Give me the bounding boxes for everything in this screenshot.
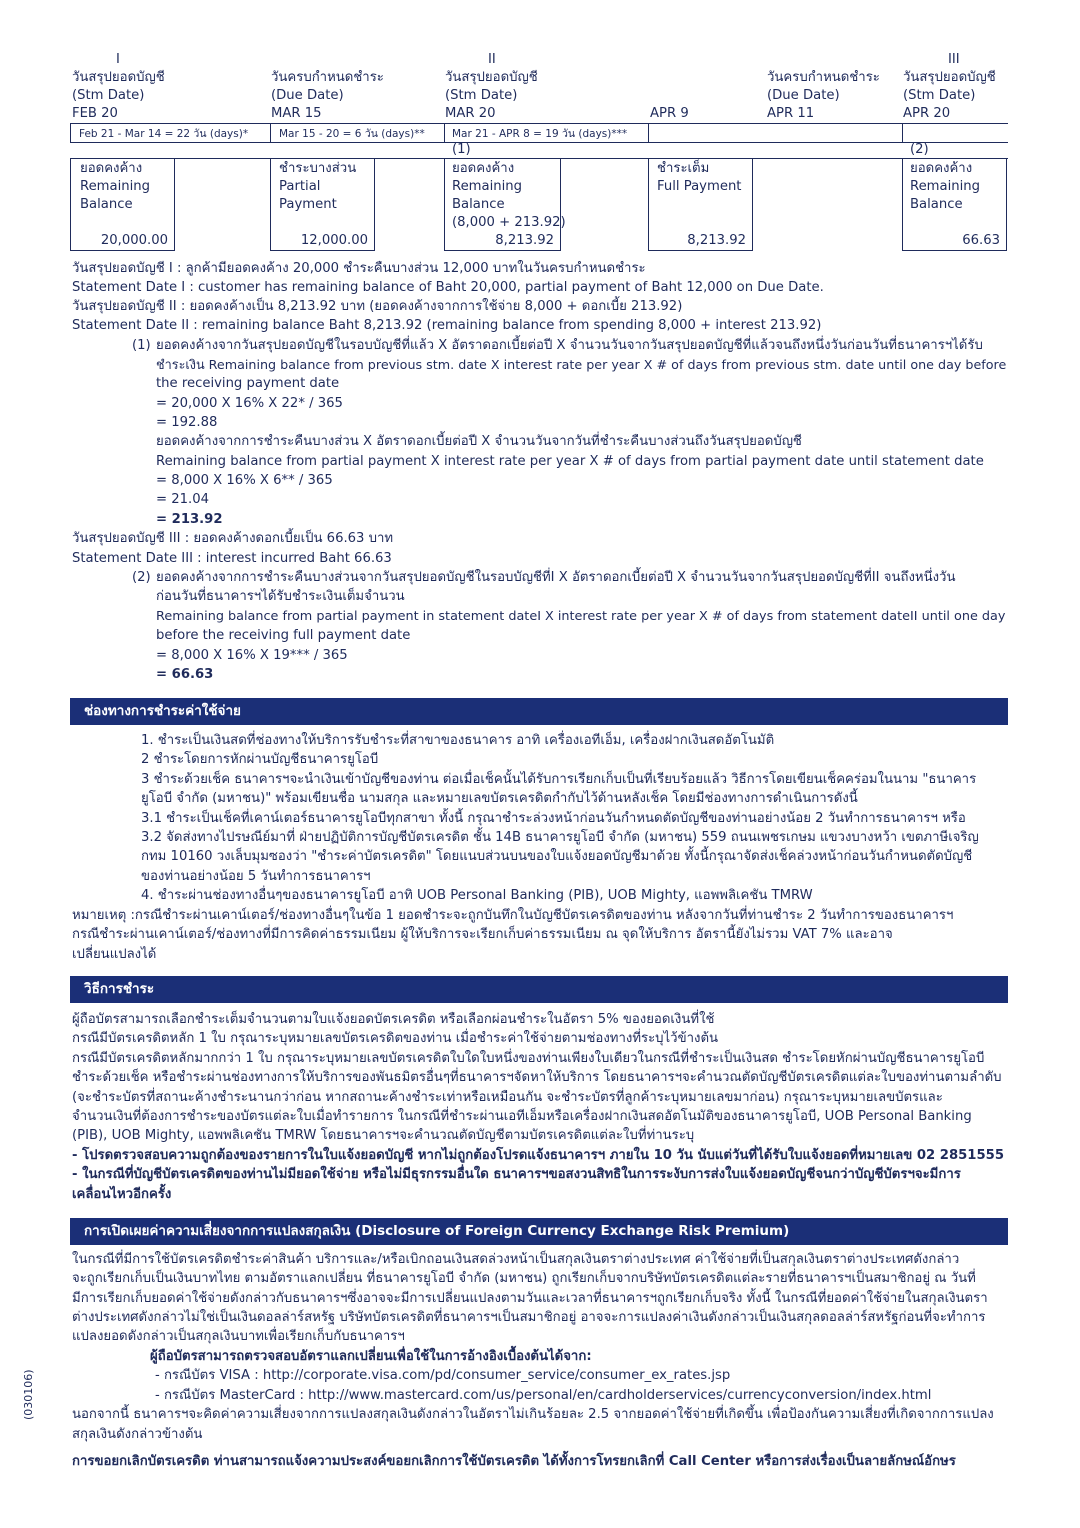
col-date: FEB 20 — [72, 106, 118, 121]
timeline-rule — [70, 142, 1008, 143]
explain-line: วันสรุปยอดบัญชี II : ยอดคงค้างเป็น 8,213.92 บาท (ยอดคงค้างจากการใช้จ่าย 8,000 + ดอกเบี้ย 213.92) — [72, 299, 683, 314]
calc1-marker: (1) — [132, 338, 151, 353]
note-line: กรณีชำระผ่านเคาน์เตอร์/ช่องทางที่มีการคิดค่าธรรมเนียม ผู้ให้บริการจะเรียกเก็บค่าธรรมเนียม ณ จุดให้บริการ อัตรานี้ยังไม่รวม VAT 7% และอาจ — [72, 927, 893, 942]
calc2-marker: (2) — [132, 570, 151, 585]
fx-line: ต่างประเทศดังกล่าวไม่ใช่เป็นเงินดอลล่าร์สหรัฐ บริษัทบัตรเครดิตที่ธนาคารฯเป็นสมาชิกอยู่ อาจจะการแปลงค่าเงินดังกล่าวเป็นเงินสกุลดอลล่าร์สหรัฐก่อนที่จะทำการ — [72, 1310, 986, 1325]
tick — [70, 123, 71, 143]
tick — [270, 123, 271, 143]
col-date: MAR 20 — [445, 106, 496, 121]
box-border — [444, 158, 445, 250]
box-line: ยอดคงค้าง — [910, 161, 973, 176]
calc1-line: Remaining balance from partial payment X interest rate per year X # of days from partial payment date until statement date — [156, 454, 984, 469]
box-line: Payment — [279, 197, 337, 212]
marker-2: (2) — [910, 142, 929, 157]
col-stm-date-en: (Stm Date) — [903, 88, 976, 103]
box-amount: 20,000.00 — [100, 233, 168, 248]
calc1-line: ยอดคงค้างจากวันสรุปยอดบัญชีในรอบบัญชีที่แล้ว X อัตราดอกเบี้ยต่อปี X จำนวนวันจากวันสรุปยอดบัญชีที่แล้วจนถึงหนึ่งวันก่อนวันที่ธนาคารฯได้รับ — [156, 338, 983, 353]
box-amount: 8,213.92 — [687, 233, 746, 248]
cancel-card-note: การขอยกเลิกบัตรเครดิต ท่านสามารถแจ้งความประสงค์ขอยกเลิกการใช้บัตรเครดิต ได้ทั้งการโทรยกเลิกที่ Call Center หรือการส่งเรื่องเป็นลายลักษณ์อักษร — [72, 1454, 956, 1469]
col-due-date-th: วันครบกำหนดชำระ — [271, 70, 384, 85]
section-payment-method-header: วิธีการชำระ — [70, 976, 1008, 1003]
col-due-date-th: วันครบกำหนดชำระ — [767, 70, 880, 85]
box-line: Full Payment — [657, 179, 742, 194]
box-line: Balance — [910, 197, 963, 212]
channel-item: 3.2 จัดส่งทางไปรษณีย์มาที่ ฝ่ายปฏิบัติการบัญชีบัตรเครดิต ชั้น 14B ธนาคารยูโอบี จำกัด (มหาชน) 559 ถนนเพชรเกษม แขวงบางหว้า เขตภาษีเจริญ — [141, 830, 979, 845]
tick — [648, 123, 649, 143]
explain3-line: วันสรุปยอดบัญชี III : ยอดคงค้างดอกเบี้ยเป็น 66.63 บาท — [72, 531, 394, 546]
box-line: ชำระบางส่วน — [279, 161, 357, 176]
calc2-line: before the receiving full payment date — [156, 628, 411, 643]
box-border — [648, 250, 753, 251]
box-line: Remaining — [910, 179, 981, 194]
explain-line: Statement Date I : customer has remaining balance of Baht 20,000, partial payment of Baht 12,000 on Due Date. — [72, 280, 824, 295]
col-date: MAR 15 — [271, 106, 322, 121]
box-border — [374, 158, 375, 250]
document-code: (030106) — [22, 1369, 35, 1420]
col-stm-date-th: วันสรุปยอดบัญชี — [72, 70, 165, 85]
box-border — [902, 158, 903, 250]
fx-line: นอกจากนี้ ธนาคารฯจะคิดค่าความเสี่ยงจากการแปลงสกุลเงินดังกล่าวในอัตราไม่เกินร้อยละ 2.5 จากยอดค่าใช้จ่ายที่เกิดขึ้น เพื่อป้องกันความเสี่ยงที่เกิดจากการแปลง — [72, 1407, 994, 1422]
marker-1: (1) — [452, 142, 471, 157]
box-amount: 12,000.00 — [300, 233, 368, 248]
box-border — [270, 158, 271, 250]
calc1-line: = 192.88 — [156, 415, 218, 430]
section-fx-disclosure-header: การเปิดเผยค่าความเสี่ยงจากการแปลงสกุลเงิน (Disclosure of Foreign Currency Exchange Risk Premium) — [70, 1218, 1008, 1245]
range-label: Mar 21 - APR 8 = 19 วัน (days)*** — [452, 128, 628, 140]
calc1-line: ชำระเงิน Remaining balance from previous stm. date X interest rate per year X # of days from previous stm. date until one day before — [156, 357, 1007, 372]
section-payment-channels-header: ช่องทางการชำระค่าใช้จ่าย — [70, 698, 1008, 725]
fx-link-mastercard[interactable]: - กรณีบัตร MasterCard : http://www.mastercard.com/us/personal/en/cardholderservices/currencyconversion/index.html — [155, 1388, 932, 1403]
method-warning: - โปรดตรวจสอบความถูกต้องของรายการในใบแจ้งยอดบัญชี หากไม่ถูกต้องโปรดแจ้งธนาคารฯ ภายใน 10 วัน นับแต่วันที่ได้รับใบแจ้งยอดที่หมายเลข 02 2851555 — [72, 1148, 1005, 1163]
box-line: Remaining — [452, 179, 523, 194]
calc1-line: = 20,000 X 16% X 22* / 365 — [156, 396, 343, 411]
range-label: Feb 21 - Mar 14 = 22 วัน (days)* — [79, 128, 249, 140]
box-border — [70, 158, 71, 250]
explain3-line: Statement Date III : interest incurred Baht 66.63 — [72, 551, 392, 566]
channel-item: ของท่านอย่างน้อย 5 วันทำการธนาคารฯ — [141, 869, 371, 884]
calc1-line: = 21.04 — [156, 492, 209, 507]
box-border — [648, 158, 649, 250]
fx-link-visa[interactable]: - กรณีบัตร VISA : http://corporate.visa.com/pd/consumer_service/consumer_ex_rates.jsp — [155, 1368, 731, 1383]
box-border — [270, 250, 375, 251]
box-border — [560, 158, 561, 250]
col-date: APR 11 — [767, 106, 815, 121]
note-line: หมายเหตุ :กรณีชำระผ่านเคาน์เตอร์/ช่องทางอื่นๆในข้อ 1 ยอดชำระจะถูกบันทึกในบัญชีบัตรเครดิตของท่าน หลังจากวันที่ท่านชำระ 2 วันทำการของธนาคารฯ — [72, 908, 954, 923]
box-line: Remaining — [80, 179, 151, 194]
calc1-line: ยอดคงค้างจากการชำระคืนบางส่วน X อัตราดอกเบี้ยต่อปี X จำนวนวันจากวันที่ชำระคืนบางส่วนถึงวันสรุปยอดบัญชี — [156, 434, 802, 449]
col-due-date-en: (Due Date) — [271, 88, 344, 103]
col-stm-date-en: (Stm Date) — [445, 88, 518, 103]
fx-line: จะถูกเรียกเก็บเป็นเงินบาทไทย ตามอัตราแลกเปลี่ยน ที่ธนาคารยูโอบี จำกัด (มหาชน) ถูกเรียกเก็บจากบริษัทบัตรเครดิตแต่ละรายที่ธนาคารฯเป็นสมาชิกอยู่ ณ วันที่ — [72, 1271, 976, 1286]
method-line: กรณีมีบัตรเครดิตหลัก 1 ใบ กรุณาระบุหมายเลขบัตรเครดิตของท่าน เมื่อชำระค่าใช้จ่ายตามช่องทางที่ระบุไว้ข้างต้น — [72, 1031, 719, 1046]
timeline-rule — [70, 123, 1008, 124]
fx-line: ในกรณีที่มีการใช้บัตรเครดิตชำระค่าสินค้า บริการและ/หรือเบิกถอนเงินสดล่วงหน้าเป็นสกุลเงินตราต่างประเทศ ค่าใช้จ่ายที่เป็นสกุลเงินตราต่างประเทศดังกล่าว — [72, 1252, 960, 1267]
fx-check-title: ผู้ถือบัตรสามารถตรวจสอบอัตราแลกเปลี่ยนเพื่อใช้ในการอ้างอิงเบื้องต้นได้จาก: — [150, 1349, 592, 1364]
col-stm-date-en: (Stm Date) — [72, 88, 145, 103]
box-border — [70, 250, 175, 251]
period-iii-label: III — [948, 52, 960, 67]
method-line: ชำระด้วยเช็ค หรือชำระผ่านช่องทางการให้บริการของพันธมิตรอื่นๆที่ธนาคารฯจัดหาให้บริการ โดยธนาคารฯจะคำนวณตัดบัญชีบัตรเครดิตแต่ละใบของท่านตามลำดับ — [72, 1070, 1002, 1085]
box-line: (8,000 + 213.92) — [452, 215, 566, 230]
box-border — [752, 158, 753, 250]
box-line: ชำระเต็ม — [657, 161, 710, 176]
box-border — [902, 250, 1007, 251]
tick — [444, 123, 445, 143]
channel-item: 3.1 ชำระเป็นเช็คที่เคาน์เตอร์ธนาคารยูโอบีทุกสาขา ทั้งนี้ กรุณาชำระล่วงหน้าก่อนวันกำหนดตัดบัญชีของท่านอย่างน้อย 2 วันทำการธนาคารฯ หรือ — [141, 811, 966, 826]
period-ii-label: II — [488, 52, 496, 67]
box-line: Balance — [80, 197, 133, 212]
calc2-line: ก่อนวันที่ธนาคารฯได้รับชำระเงินเต็มจำนวน — [156, 589, 405, 604]
calc1-total: = 213.92 — [156, 512, 223, 527]
box-amount: 8,213.92 — [495, 233, 554, 248]
note-line: เปลี่ยนแปลงได้ — [72, 947, 157, 962]
box-border — [444, 250, 561, 251]
method-warning: - ในกรณีที่บัญชีบัตรเครดิตของท่านไม่มียอดใช้จ่าย หรือไม่มีธุรกรรมอื่นใด ธนาคารฯขอสงวนสิทธิในการระงับการส่งใบแจ้งยอดบัญชีจนกว่าบัญชีบัตรฯจะมีการ — [72, 1167, 961, 1182]
channel-item: 1. ชำระเป็นเงินสดที่ช่องทางให้บริการรับชำระที่สาขาของธนาคาร อาทิ เครื่องเอทีเอ็ม, เครื่องฝากเงินสดอัตโนมัติ — [141, 733, 775, 748]
calc1-line: the receiving payment date — [156, 376, 340, 391]
timeline-rule — [70, 158, 1008, 159]
calc2-line: ยอดคงค้างจากการชำระคืนบางส่วนจากวันสรุปยอดบัญชีในรอบบัญชีที่I X อัตราดอกเบี้ยต่อปี X จำนวนวันจากวันสรุปยอดบัญชีที่II จนถึงหนึ่งวัน — [156, 570, 956, 585]
period-i-label: I — [116, 52, 120, 67]
box-line: Balance — [452, 197, 505, 212]
method-warning: เคลื่อนไหวอีกครั้ง — [72, 1187, 172, 1202]
channel-item: กทม 10160 วงเล็บมุมซองว่า "ชำระค่าบัตรเครดิต" โดยแนบส่วนบนของใบแจ้งยอดบัญชีมาด้วย ทั้งนี้กรุณาจัดส่งเช็คล่วงหน้าก่อนวันกำหนดตัดบัญชี — [141, 849, 973, 864]
fx-line: สกุลเงินดังกล่าวข้างต้น — [72, 1427, 203, 1442]
calc2-line: = 8,000 X 16% X 19*** / 365 — [156, 648, 348, 663]
box-border — [1006, 158, 1007, 250]
box-border — [174, 158, 175, 250]
tick — [902, 123, 903, 143]
explain-line: วันสรุปยอดบัญชี I : ลูกค้ามียอดคงค้าง 20,000 ชำระคืนบางส่วน 12,000 บาทในวันครบกำหนดชำระ — [72, 261, 646, 276]
method-line: ผู้ถือบัตรสามารถเลือกชำระเต็มจำนวนตามใบแจ้งยอดบัตรเครดิต หรือเลือกผ่อนชำระในอัตรา 5% ของยอดเงินที่ใช้ — [72, 1012, 715, 1027]
col-date: APR 20 — [903, 106, 951, 121]
calc1-line: = 8,000 X 16% X 6** / 365 — [156, 473, 333, 488]
method-line: (จะชำระบัตรที่สถานะค้างชำระนานกว่าก่อน หากสถานะค้างชำระเท่าหรือเหมือนกัน จะชำระบัตรที่ลูกค้าระบุหมายเลขมาก่อน) กรุณาระบุหมายเลขบัตรและ — [72, 1090, 943, 1105]
col-stm-date-th: วันสรุปยอดบัญชี — [445, 70, 538, 85]
col-date: APR 9 — [650, 106, 689, 121]
channel-item: ยูโอบี จำกัด (มหาชน)" พร้อมเขียนชื่อ นามสกุล และหมายเลขบัตรเครดิตกำกับไว้ด้านหลังเช็ค โดยมีช่องทางการดำเนินการดังนี้ — [141, 791, 858, 806]
method-line: จำนวนเงินที่ต้องการชำระของบัตรแต่ละใบเมื่อทำรายการ ในกรณีที่ชำระผ่านเอทีเอ็มหรือเครื่องฝากเงินสดอัตโนมัติของธนาคารยูโอบี, UOB Personal Banking — [72, 1109, 972, 1124]
col-stm-date-th: วันสรุปยอดบัญชี — [903, 70, 996, 85]
calc2-line: Remaining balance from partial payment in statement dateI X interest rate per year X # of days from statement dateII until one day — [156, 609, 1006, 624]
method-line: (PIB), UOB Mighty, แอพพลิเคชัน TMRW โดยธนาคารฯจะคำนวณตัดบัญชีตามบัตรเครดิตแต่ละใบที่ท่านระบุ — [72, 1128, 695, 1143]
col-due-date-en: (Due Date) — [767, 88, 840, 103]
channel-item: 2 ชำระโดยการหักผ่านบัญชีธนาคารยูโอบี — [141, 752, 379, 767]
box-line: Partial — [279, 179, 321, 194]
box-amount: 66.63 — [962, 233, 1000, 248]
channel-item: 4. ชำระผ่านช่องทางอื่นๆของธนาคารยูโอบี อาทิ UOB Personal Banking (PIB), UOB Mighty, แอพพลิเคชัน TMRW — [141, 888, 813, 903]
fx-line: มีการเรียกเก็บยอดค่าใช้จ่ายดังกล่าวกับธนาคารฯซึ่งอาจจะมีการเปลี่ยนแปลงตามวันและเวลาที่ธนาคารฯถูกเรียกเก็บจริง ทั้งนี้ ในกรณีที่ยอดค่าใช้จ่ายในสกุลเงินตรา — [72, 1291, 988, 1306]
box-line: ยอดคงค้าง — [452, 161, 515, 176]
range-label: Mar 15 - 20 = 6 วัน (days)** — [279, 128, 425, 140]
calc2-total: = 66.63 — [156, 667, 214, 682]
fx-line: แปลงยอดดังกล่าวเป็นสกุลเงินบาทเพื่อเรียกเก็บกับธนาคารฯ — [72, 1329, 405, 1344]
explain-line: Statement Date II : remaining balance Baht 8,213.92 (remaining balance from spending 8,000 + interest 213.92) — [72, 318, 822, 333]
method-line: กรณีมีบัตรเครดิตหลักมากกว่า 1 ใบ กรุณาระบุหมายเลขบัตรเครดิตใบใดใบหนึ่งของท่านเพียงใบเดียวในกรณีที่ชำระเป็นเงินสด ชำระโดยหักผ่านบัญชีธนาคารยูโอบี — [72, 1051, 985, 1066]
channel-item: 3 ชำระด้วยเช็ค ธนาคารฯจะนำเงินเข้าบัญชีของท่าน ต่อเมื่อเช็คนั้นได้รับการเรียกเก็บเป็นที่เรียบร้อยแล้ว วิธีการโดยเขียนเช็คคร่อมในนาม "ธนาคาร — [141, 772, 977, 787]
box-line: ยอดคงค้าง — [80, 161, 143, 176]
